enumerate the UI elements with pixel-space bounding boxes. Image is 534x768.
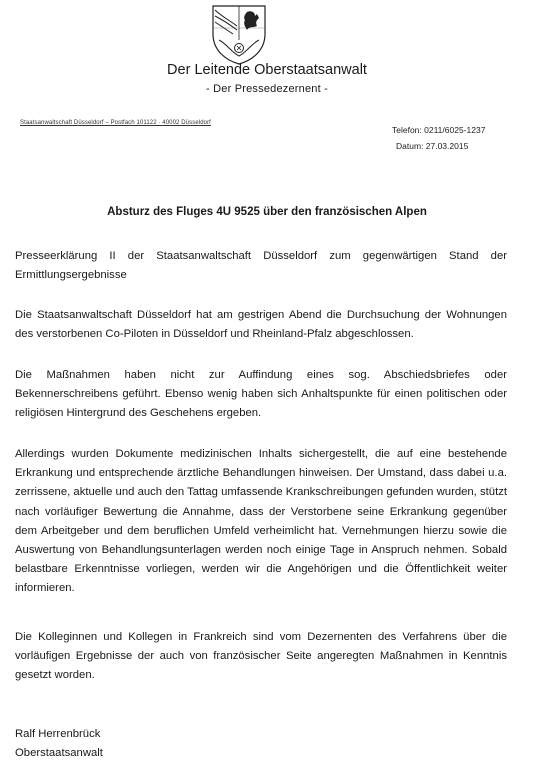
document-date: Datum: 27.03.2015 — [396, 141, 469, 151]
phone-number: Telefon: 0211/6025-1237 — [392, 125, 486, 135]
signature-title: Oberstaatsanwalt — [15, 747, 103, 759]
paragraph-search: Die Staatsanwaltschaft Düsseldorf hat am gestrigen Abend die Durchsuchung der Wohnungen des verstorbenen Co-Piloten in Düsseldorf und Rheinland-Pfalz abgeschlossen. — [15, 309, 507, 341]
paragraph-france: Die Kolleginnen und Kollegen in Frankreich sind vom Dezernenten des Verfahrens über die vorläufigen Ergebnisse der auch von französischer Seite angeregten Maßnahmen in Kenntnis gesetzt worden. — [15, 631, 507, 682]
office-subtitle: - Der Pressedezernent - — [206, 83, 328, 95]
nrw-coat-of-arms-icon — [211, 4, 267, 66]
sender-address-line: Staatsanwaltschaft Düsseldorf – Postfach 101122 · 40002 Düsseldorf — [20, 120, 211, 126]
document-headline: Absturz des Fluges 4U 9525 über den französischen Alpen — [107, 206, 427, 218]
signature-block — [15, 725, 103, 763]
office-title: Der Leitende Oberstaatsanwalt — [167, 62, 367, 78]
paragraph-intro: Presseerklärung II der Staatsanwaltschaft Düsseldorf zum gegenwärtigen Stand der Ermittlungsergebnisse — [15, 250, 507, 282]
paragraph-findings: Die Maßnahmen haben nicht zur Auffindung eines sog. Abschiedsbriefes oder Bekennerschreibens geführt. Ebenso wenig haben sich Anhaltspunkte für einen politischen oder religiösen Hintergrund des Geschehens ergeben. — [15, 369, 507, 420]
paragraph-medical-documents: Allerdings wurden Dokumente medizinischen Inhalts sichergestellt, die auf eine bestehende Erkrankung und entsprechende ärztliche Behandlungen hinweisen. Der Umstand, dass dabei u.a. zerrissene, aktuelle und auch den Tattag umfassende Krankschreibungen gefunden wurden, stützt nach vorläufiger Bewertung die Annahme, dass der Verstorbene seine Erkrankung gegenüber dem Arbeitgeber und dem beruflichen Umfeld verheimlicht hat. Vernehmungen hierzu sowie die Auswertung von Behandlungsunterlagen werden noch einige Tage in Anspruch nehmen. Sobald belastbare Erkenntnisse vorliegen, werden wir die Angehörigen und die Öffentlichkeit weiter informieren. — [15, 448, 507, 595]
signature-name: Ralf Herrenbrück — [15, 728, 101, 740]
